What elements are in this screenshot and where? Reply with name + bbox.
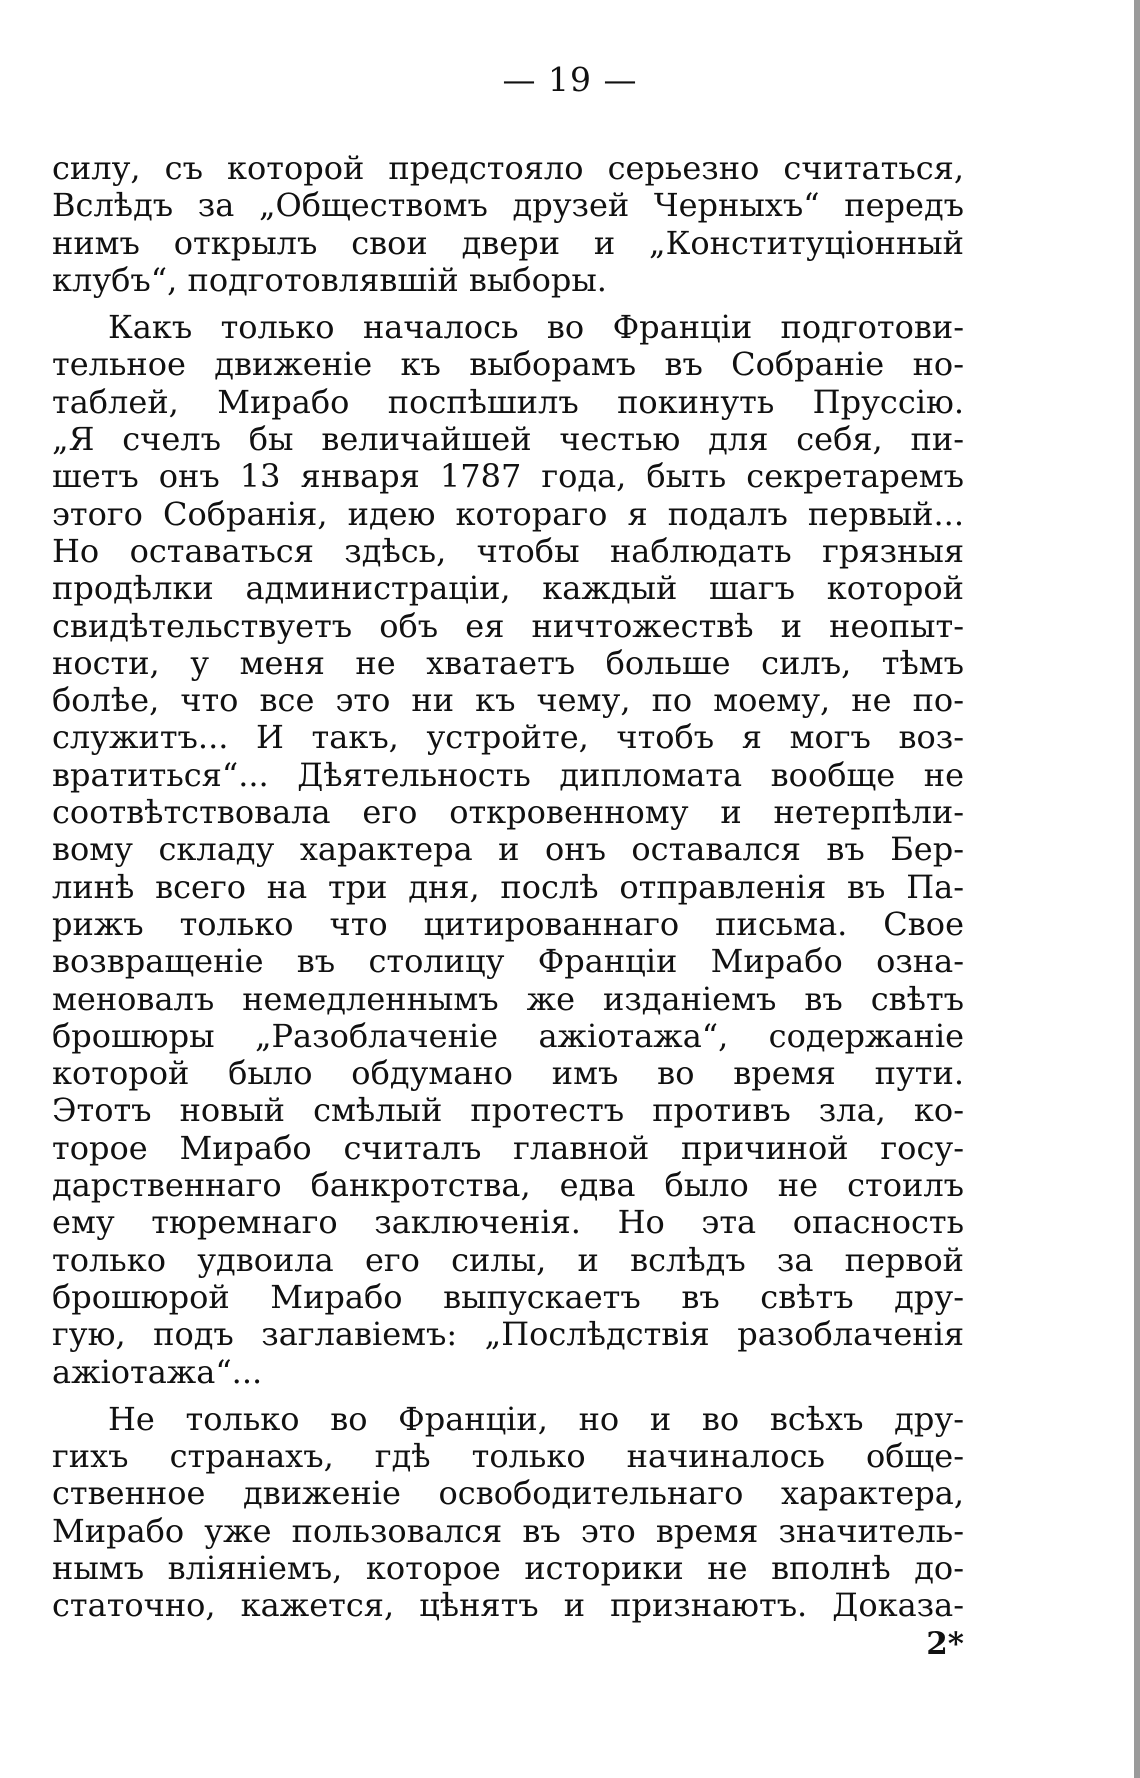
paragraph	[52, 150, 964, 299]
text-line: которой было обдумано имъ во время пути.	[52, 1055, 964, 1093]
text-line: служитъ... И такъ, устройте, чтобъ я могъ воз-	[52, 719, 964, 757]
text-line: Вслѣдъ за „Обществомъ друзей Черныхъ“ передъ	[52, 187, 964, 225]
text-line: Не только во Франціи, но и во всѣхъ дру-	[108, 1400, 964, 1438]
text-line: вому складу характера и онъ оставался въ Бер-	[52, 831, 964, 869]
text-line: ности, у меня не хватаетъ больше силъ, тѣмъ	[52, 644, 964, 682]
text-line: Какъ только началось во Франціи подготови-	[108, 309, 964, 347]
text-line: гихъ странахъ, гдѣ только начиналось обще-	[52, 1438, 964, 1476]
text-line: меновалъ немедленнымъ же изданіемъ въ свѣтъ	[52, 980, 964, 1018]
text-line: таблей, Мирабо поспѣшилъ покинуть Пруссію.	[52, 383, 964, 421]
text-line: силу, съ которой предстояло серьезно считаться,	[52, 150, 964, 187]
text-line: нимъ открылъ свои двери и „Конституціонный	[52, 224, 964, 262]
text-line: продѣлки администраціи, каждый шагъ которой	[52, 570, 964, 608]
text-line: соотвѣтствовала его откровенному и нетерпѣли-	[52, 794, 964, 832]
text-line: „Я счелъ бы величайшей честью для себя, пи-	[52, 421, 964, 459]
text-line: дарственнаго банкротства, едва было не стоилъ	[52, 1167, 964, 1205]
text-line: возвращеніе въ столицу Франціи Мирабо озна-	[52, 943, 964, 981]
text-line: линѣ всего на три дня, послѣ отправленія въ Па-	[52, 868, 964, 906]
text-line: Мирабо уже пользовался въ это время значитель-	[52, 1512, 964, 1550]
text-line: вратиться“... Дѣятельность дипломата вообще не	[52, 756, 964, 794]
text-line: ственное движеніе освободительнаго характера,	[52, 1475, 964, 1513]
signature-mark: 2*	[926, 1626, 964, 1662]
text-line: статочно, кажется, цѣнятъ и признаютъ. Доказа-	[52, 1587, 964, 1625]
text-line: гую, подъ заглавіемъ: „Послѣдствія разоблаченія	[52, 1316, 964, 1354]
text-line: клубъ“, подготовлявшій выборы.	[52, 261, 607, 299]
body-text	[52, 150, 964, 1625]
paragraph	[52, 309, 964, 1391]
text-line: Этотъ новый смѣлый протестъ противъ зла, ко-	[52, 1092, 964, 1130]
text-line: нымъ вліяніемъ, которое историки не вполнѣ до-	[52, 1549, 964, 1587]
text-line: ажіотажа“...	[52, 1353, 263, 1391]
text-line: болѣе, что все это ни къ чему, по моему, не по-	[52, 682, 964, 720]
text-line: торое Мирабо считалъ главной причиной госу-	[52, 1129, 964, 1167]
paragraph	[52, 1401, 964, 1625]
text-line: этого Собранія, идею котораго я подалъ первый...	[52, 495, 964, 533]
text-line: рижъ только что цитированнаго письма. Свое	[52, 905, 964, 943]
page-edge-shadow	[1134, 0, 1140, 1778]
text-line: ему тюремнаго заключенія. Но эта опасность	[52, 1204, 964, 1242]
text-line: только удвоила его силы, и вслѣдъ за первой	[52, 1241, 964, 1279]
text-line: брошюрой Мирабо выпускаетъ въ свѣтъ дру-	[52, 1278, 964, 1316]
text-line: Но оставаться здѣсь, чтобы наблюдать грязныя	[52, 532, 964, 570]
text-line: шетъ онъ 13 января 1787 года, быть секретаремъ	[52, 458, 964, 496]
text-line: тельное движеніе къ выборамъ въ Собраніе но-	[52, 346, 964, 384]
page-number: — 19 —	[502, 60, 638, 99]
text-line: брошюры „Разоблаченіе ажіотажа“, содержаніе	[52, 1017, 964, 1055]
text-line: свидѣтельствуетъ объ ея ничтожествѣ и неопыт-	[52, 607, 964, 645]
